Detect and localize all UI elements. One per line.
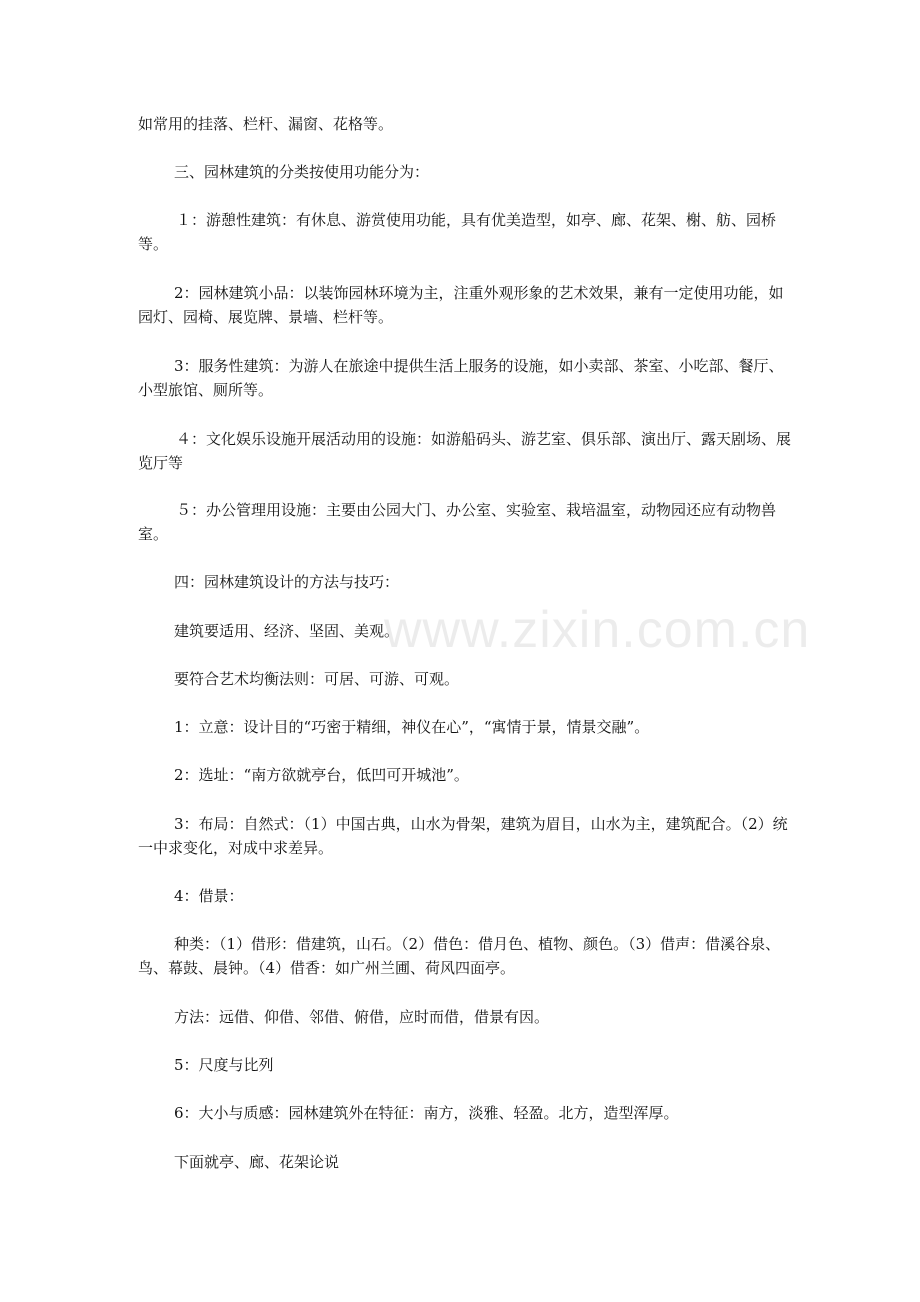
paragraph-scale: 5：尺度与比列 [174,1056,274,1074]
paragraph-types: 种类：（1）借形：借建筑，山石。（2）借色：借月色、植物、颜色。（3）借声：借溪谷泉、鸟、幕鼓、晨钟。（4）借香：如广州兰圃、荷风四面亭。 [138,935,781,977]
paragraph-intro: 如常用的挂落、栏杆、漏窗、花格等。 [138,115,394,133]
paragraph-item-5: ５：办公管理用设施：主要由公园大门、办公室、实验室、栽培温室，动物园还应有动物兽室。 [138,501,777,543]
paragraph-site: 2：选址：“南方欲就亭台，低凹可开城池”。 [174,766,469,784]
paragraph-item-1: １：游憩性建筑：有休息、游赏使用功能，具有优美造型，如亭、廊、花架、榭、舫、园桥等。 [138,211,777,253]
paragraph-borrowed-scenery: 4：借景： [174,887,244,905]
paragraph-methods: 方法：远借、仰借、邻借、俯借，应时而借，借景有因。 [174,1008,550,1026]
paragraph-item-4: ４：文化娱乐设施开展活动用的设施：如游船码头、游艺室、俱乐部、演出厅、露天剧场、展览厅等 [138,430,792,472]
paragraph-concept: 1：立意：设计目的“巧密于精细，神仪在心”，“寓情于景，情景交融”。 [174,718,650,736]
paragraph-item-2: 2：园林建筑小品：以装饰园林环境为主，注重外观形象的艺术效果，兼有一定使用功能，如园灯、园椅、展览牌、景墙、栏杆等。 [138,284,784,326]
heading-section-4: 四：园林建筑设计的方法与技巧： [174,573,400,591]
heading-section-3: 三、园林建筑的分类按使用功能分为： [174,163,430,181]
paragraph-layout: 3：布局：自然式：（1）中国古典，山水为骨架，建筑为眉目，山水为主，建筑配合。（2）统一中求变化，对成中求差异。 [138,815,788,857]
paragraph-principle-1: 建筑要适用、经济、坚固、美观。 [174,622,400,640]
watermark-text: www.zixin.com.cn [384,601,811,659]
paragraph-closing: 下面就亭、廊、花架论说 [174,1153,340,1171]
paragraph-item-3: 3：服务性建筑：为游人在旅途中提供生活上服务的设施，如小卖部、茶室、小吃部、餐厅、小型旅馆、厕所等。 [138,357,784,399]
paragraph-texture: 6：大小与质感：园林建筑外在特征：南方，淡雅、轻盈。北方，造型浑厚。 [174,1104,679,1122]
paragraph-principle-2: 要符合艺术均衡法则：可居、可游、可观。 [174,670,460,688]
